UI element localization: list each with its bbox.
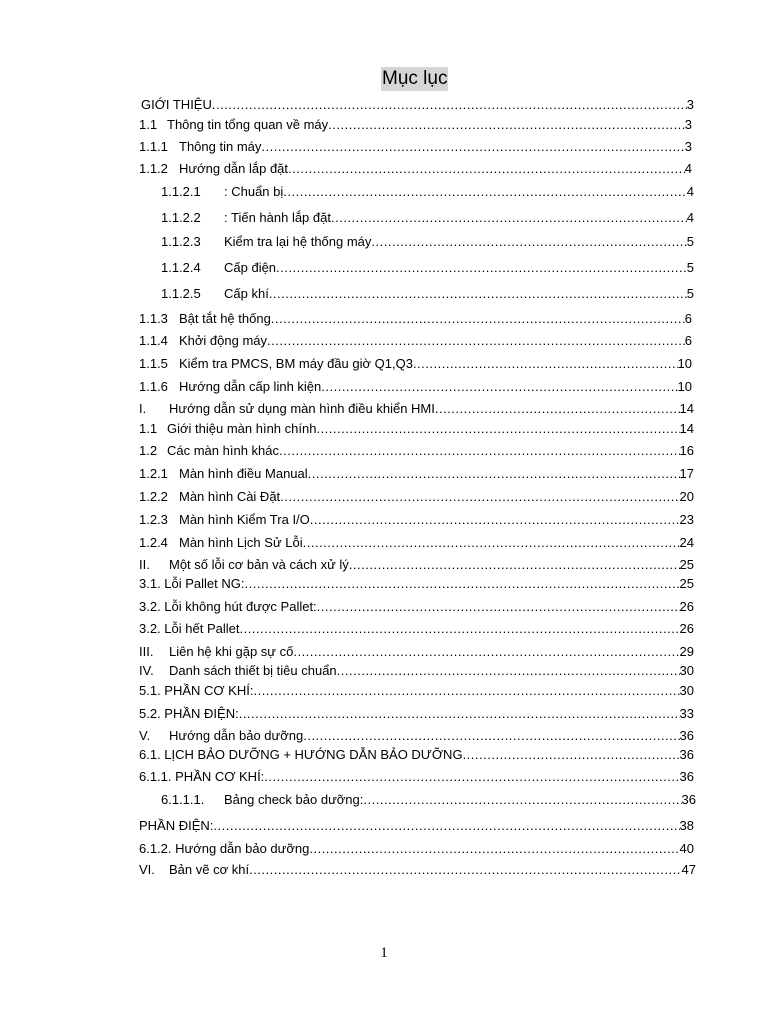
toc-entry-page: 5	[686, 260, 694, 275]
toc-entry-number: 1.1.1	[139, 139, 168, 154]
toc-entry-title: 5.2. PHẦN ĐIỆN:	[139, 706, 239, 721]
toc-entry[interactable]	[139, 747, 694, 763]
toc-dot-leader	[349, 557, 680, 573]
toc-entry-page: 20	[679, 489, 694, 504]
toc-entry[interactable]	[139, 466, 694, 482]
toc-dot-leader	[317, 599, 680, 615]
toc-dot-leader	[249, 862, 681, 878]
toc-entry-page: 5	[686, 234, 694, 249]
toc-entry-page: 14	[679, 421, 694, 436]
toc-entry[interactable]	[139, 576, 694, 592]
toc-entry-number: I.	[139, 401, 147, 416]
toc-entry-page: 36	[681, 792, 696, 807]
toc-dot-leader	[316, 421, 679, 437]
toc-entry[interactable]	[161, 184, 694, 200]
toc-entry-number: 1.2	[139, 443, 158, 458]
toc-entry-number: 1.1.2.5	[161, 286, 201, 301]
toc-entry-number: VI.	[139, 862, 155, 877]
toc-entry-title: : Chuẩn bị	[224, 184, 284, 199]
toc-entry-title: 6.1.2. Hướng dẫn bảo dưỡng	[139, 841, 310, 856]
toc-entry[interactable]	[139, 443, 694, 459]
toc-entry-title: Hướng dẫn cấp linh kiện	[179, 379, 322, 394]
toc-entry[interactable]	[139, 557, 694, 573]
toc-entry[interactable]	[139, 379, 692, 395]
toc-entry[interactable]	[139, 401, 694, 417]
toc-entry-page: 10	[677, 379, 692, 394]
toc-entry-number: 1.1.5	[139, 356, 168, 371]
toc-entry-page: 3	[686, 97, 694, 112]
toc-entry-page: 36	[679, 769, 694, 784]
toc-entry[interactable]	[139, 535, 694, 551]
toc-entry-page: 33	[679, 706, 694, 721]
toc-entry-title: Giới thiệu màn hình chính	[167, 421, 317, 436]
toc-entry-page: 4	[686, 210, 694, 225]
toc-entry-title: Hướng dẫn lắp đặt	[179, 161, 289, 176]
toc-entry-page: 3	[684, 117, 692, 132]
toc-dot-leader	[303, 728, 679, 744]
toc-entry-page: 26	[679, 599, 694, 614]
toc-entry-page: 3	[684, 139, 692, 154]
toc-entry-page: 30	[679, 683, 694, 698]
toc-entry[interactable]	[139, 333, 692, 349]
toc-entry[interactable]	[139, 512, 694, 528]
toc-entry-page: 29	[679, 644, 694, 659]
toc-entry-page: 16	[679, 443, 694, 458]
toc-entry-page: 36	[679, 728, 694, 743]
toc-dot-leader	[280, 489, 679, 505]
toc-dot-leader	[363, 792, 681, 808]
toc-dot-leader	[293, 644, 679, 660]
toc-dot-leader	[212, 97, 687, 113]
toc-entry-title: 5.1. PHẦN CƠ KHÍ:	[139, 683, 254, 698]
toc-entry-page: 17	[679, 466, 694, 481]
toc-entry-page: 14	[679, 401, 694, 416]
toc-entry[interactable]	[139, 161, 692, 177]
toc-entry-page: 24	[679, 535, 694, 550]
toc-entry-page: 47	[681, 862, 696, 877]
toc-entry-number: 1.2.3	[139, 512, 168, 527]
toc-entry-title: Bảng check bảo dưỡng:	[224, 792, 364, 807]
toc-entry[interactable]	[139, 862, 696, 878]
toc-entry-number: 1.1.6	[139, 379, 168, 394]
toc-entry-number: 1.2.2	[139, 489, 168, 504]
toc-entry[interactable]	[139, 706, 694, 722]
toc-entry[interactable]	[139, 599, 694, 615]
toc-entry-number: 6.1.1.1.	[161, 792, 205, 807]
toc-entry[interactable]	[139, 841, 694, 857]
toc-entry-number: 1.1.4	[139, 333, 168, 348]
toc-entry[interactable]	[139, 769, 694, 785]
toc-entry-page: 4	[684, 161, 692, 176]
toc-dot-leader	[308, 466, 680, 482]
toc-dot-leader	[328, 117, 685, 133]
toc-dot-leader	[245, 576, 680, 592]
toc-dot-leader	[276, 260, 687, 276]
toc-dot-leader	[310, 512, 680, 528]
toc-entry-number: 1.2.4	[139, 535, 168, 550]
toc-entry[interactable]	[139, 621, 694, 637]
toc-dot-leader	[309, 841, 679, 857]
toc-entry-page: 25	[679, 557, 694, 572]
toc-dot-leader	[239, 706, 680, 722]
toc-entry[interactable]	[139, 663, 694, 679]
toc-entry-title: Thông tin tổng quan về máy	[167, 117, 329, 132]
toc-dot-leader	[463, 747, 680, 763]
toc-entry-title: 6.1. LỊCH BẢO DƯỠNG + HƯỚNG DẪN BẢO DƯỠNG	[139, 747, 463, 762]
toc-entry-number: 1.1.2.4	[161, 260, 201, 275]
toc-entry-title: Hướng dẫn sử dụng màn hình điều khiển HMI	[169, 401, 435, 416]
toc-dot-leader	[283, 184, 687, 200]
toc-entry-title: Bật tắt hệ thống	[179, 311, 271, 326]
toc-dot-leader	[267, 333, 685, 349]
toc-entry[interactable]	[139, 356, 692, 372]
toc-entry-number: 1.1.2	[139, 161, 168, 176]
toc-entry-number: 1.1	[139, 421, 158, 436]
toc-entry-number: IV.	[139, 663, 154, 678]
toc-entry-number: II.	[139, 557, 150, 572]
toc-entry-title: Kiểm tra lại hệ thống máy	[224, 234, 372, 249]
toc-entry-number: 1.1.2.3	[161, 234, 201, 249]
page-number: 1	[380, 945, 388, 961]
toc-entry[interactable]	[141, 97, 694, 113]
toc-entry[interactable]	[139, 311, 692, 327]
toc-dot-leader	[271, 311, 685, 327]
toc-entry-number: 1.1.2.2	[161, 210, 201, 225]
toc-entry-title: PHẦN ĐIỆN:	[139, 818, 214, 833]
toc-entry-page: 5	[686, 286, 694, 301]
toc-entry-title: Màn hình Lịch Sử Lỗi	[179, 535, 303, 550]
toc-entry-page: 6	[684, 311, 692, 326]
toc-entry-title: Các màn hình khác	[167, 443, 280, 458]
toc-entry[interactable]	[139, 728, 694, 744]
toc-entry-page: 4	[686, 184, 694, 199]
toc-dot-leader	[321, 379, 677, 395]
toc-entry-page: 36	[679, 747, 694, 762]
toc-entry-number: V.	[139, 728, 151, 743]
toc-entry-title: Màn hình Cài Đặt	[179, 489, 281, 504]
toc-entry-title: Màn hình Kiểm Tra I/O	[179, 512, 310, 527]
toc-entry-number: 1.1.3	[139, 311, 168, 326]
toc-entry-page: 25	[679, 576, 694, 591]
toc-entry-number: 1.2.1	[139, 466, 168, 481]
toc-entry-title: Danh sách thiết bị tiêu chuẩn	[169, 663, 337, 678]
toc-entry-page: 38	[679, 818, 694, 833]
toc-entry-title: Cấp điện	[224, 260, 277, 275]
toc-entry[interactable]	[139, 139, 692, 155]
toc-entry[interactable]	[139, 644, 694, 660]
toc-entry-page: 6	[684, 333, 692, 348]
toc-entry-title: Thông tin máy	[179, 139, 262, 154]
toc-entry-number: 1.1	[139, 117, 158, 132]
toc-entry[interactable]	[161, 286, 694, 302]
toc-dot-leader	[253, 683, 679, 699]
toc-entry-page: 26	[679, 621, 694, 636]
toc-entry-title: 3.1. Lỗi Pallet NG:	[139, 576, 245, 591]
toc-entry-page: 23	[679, 512, 694, 527]
toc-entry-title: 3.2. Lỗi hết Pallet	[139, 621, 240, 636]
toc-entry-number: III.	[139, 644, 154, 659]
toc-title: Mục lục	[382, 68, 448, 89]
toc-entry-title: Bản vẽ cơ khí	[169, 862, 250, 877]
toc-dot-leader	[337, 663, 680, 679]
toc-entry-title: Cấp khí	[224, 286, 269, 301]
toc-entry[interactable]	[139, 421, 694, 437]
toc-entry-title: Khởi động máy	[179, 333, 268, 348]
toc-dot-leader	[435, 401, 680, 417]
toc-dot-leader	[239, 621, 679, 637]
toc-entry-title: Hướng dẫn bảo dưỡng	[169, 728, 304, 743]
toc-dot-leader	[331, 210, 687, 226]
toc-entry[interactable]	[139, 489, 694, 505]
toc-entry[interactable]	[161, 210, 694, 226]
toc-dot-leader	[269, 286, 687, 302]
toc-entry[interactable]	[161, 260, 694, 276]
toc-entry-title: GIỚI THIỆU	[141, 97, 212, 112]
toc-dot-leader	[213, 818, 679, 834]
toc-entry-page: 40	[679, 841, 694, 856]
toc-entry-title: 3.2. Lỗi không hút được Pallet:	[139, 599, 317, 614]
toc-dot-leader	[288, 161, 685, 177]
toc-entry-title: 6.1.1. PHẦN CƠ KHÍ:	[139, 769, 265, 784]
toc-dot-leader	[279, 443, 680, 459]
toc-entry[interactable]	[161, 792, 696, 808]
toc-entry-title: Một số lỗi cơ bản và cách xử lý	[169, 557, 349, 572]
toc-entry-title: Kiểm tra PMCS, BM máy đầu giờ Q1,Q3	[179, 356, 413, 371]
toc-dot-leader	[371, 234, 686, 250]
toc-entry-title: Màn hình điều Manual	[179, 466, 308, 481]
toc-entry[interactable]	[139, 818, 694, 834]
toc-entry-number: 1.1.2.1	[161, 184, 201, 199]
toc-entry-title: Liên hệ khi gặp sự cố	[169, 644, 294, 659]
toc-entry[interactable]	[161, 234, 694, 250]
toc-entry-page: 10	[677, 356, 692, 371]
toc-entry[interactable]	[139, 117, 692, 133]
toc-dot-leader	[264, 769, 679, 785]
toc-dot-leader	[261, 139, 684, 155]
toc-dot-leader	[303, 535, 680, 551]
toc-dot-leader	[413, 356, 678, 372]
toc-entry[interactable]	[139, 683, 694, 699]
toc-entry-title: : Tiến hành lắp đặt	[224, 210, 331, 225]
toc-entry-page: 30	[679, 663, 694, 678]
